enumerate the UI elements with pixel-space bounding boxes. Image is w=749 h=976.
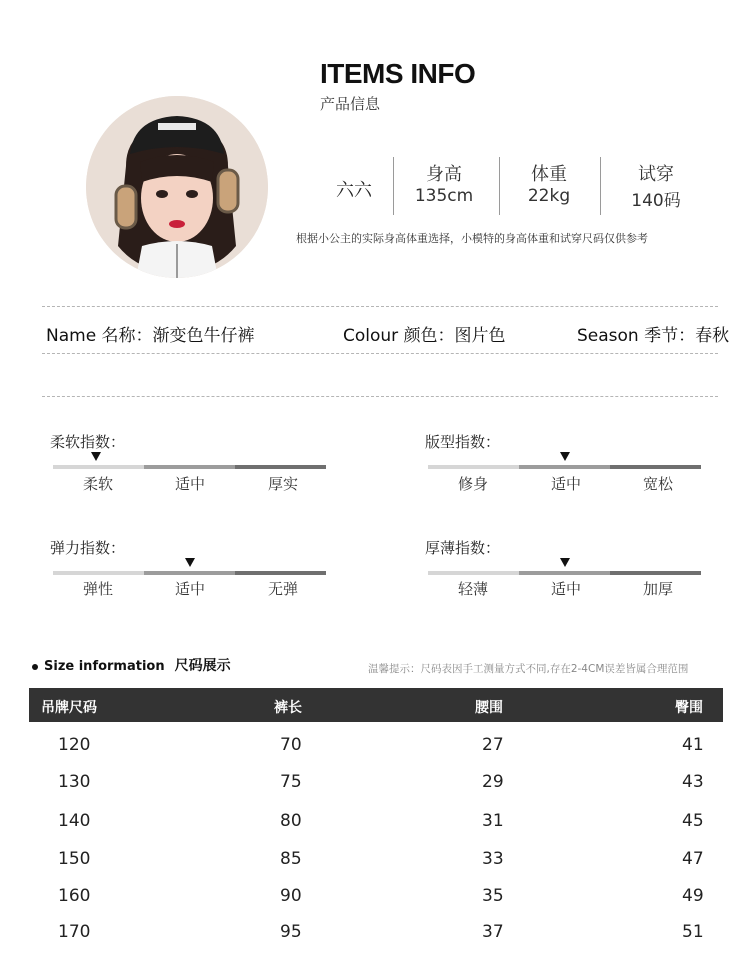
size-cell: 140 bbox=[58, 811, 91, 831]
scale-segment bbox=[235, 465, 326, 469]
length-cell: 85 bbox=[280, 849, 302, 869]
scale-segment bbox=[519, 465, 610, 469]
softness-label-medium: 适中 bbox=[174, 475, 205, 493]
model-name: 六六 bbox=[336, 180, 372, 201]
size-heading-cn: 尺码展示 bbox=[174, 658, 231, 674]
length-cell: 70 bbox=[280, 735, 302, 755]
page-subtitle: 产品信息 bbox=[320, 95, 381, 113]
size-cell: 130 bbox=[58, 772, 91, 792]
stat-weight-label: 体重 bbox=[531, 164, 567, 185]
size-cell: 120 bbox=[58, 735, 91, 755]
size-cell: 150 bbox=[58, 849, 91, 869]
scale-segment bbox=[519, 571, 610, 575]
product-name: Name 名称：渐变色牛仔裤 bbox=[46, 326, 255, 346]
size-cell: 160 bbox=[58, 886, 91, 906]
softness-indicator-icon bbox=[91, 452, 101, 461]
scale-segment bbox=[144, 465, 235, 469]
stat-fit-value: 140码 bbox=[631, 191, 681, 211]
column-header-hip: 臀围 bbox=[675, 700, 703, 716]
scale-segment bbox=[53, 465, 144, 469]
thickness-scale-bar bbox=[428, 571, 701, 575]
column-header-length: 裤长 bbox=[274, 700, 302, 716]
softness-scale-bar bbox=[53, 465, 326, 469]
elasticity-label-elastic: 弹性 bbox=[82, 580, 113, 598]
page-title: ITEMS INFO bbox=[320, 58, 476, 89]
scale-segment bbox=[610, 571, 701, 575]
size-cell: 170 bbox=[58, 922, 91, 942]
fit-label-loose: 宽松 bbox=[642, 475, 673, 493]
length-cell: 80 bbox=[280, 811, 302, 831]
scale-segment bbox=[53, 571, 144, 575]
waist-cell: 37 bbox=[482, 922, 504, 942]
length-cell: 90 bbox=[280, 886, 302, 906]
column-header-waist: 腰围 bbox=[475, 700, 503, 716]
hip-cell: 51 bbox=[682, 922, 704, 942]
hip-cell: 43 bbox=[682, 772, 704, 792]
model-note: 根据小公主的实际身高体重选择，小模特的身高体重和试穿尺码仅供参考 bbox=[296, 232, 648, 245]
waist-cell: 29 bbox=[482, 772, 504, 792]
size-table-header bbox=[29, 688, 723, 722]
scale-segment bbox=[144, 571, 235, 575]
stat-height-label: 身高 bbox=[426, 164, 462, 185]
thickness-indicator-icon bbox=[560, 558, 570, 567]
softness-index-title: 柔软指数： bbox=[50, 433, 126, 451]
length-cell: 75 bbox=[280, 772, 302, 792]
size-heading-en: Size information bbox=[44, 659, 165, 674]
size-tip: 温馨提示：尺码表因手工测量方式不同,存在2-4CM误差皆属合理范围 bbox=[368, 663, 689, 675]
dashed-divider bbox=[42, 353, 718, 354]
softness-label-thick: 厚实 bbox=[267, 475, 298, 493]
stat-divider bbox=[600, 157, 601, 215]
scale-segment bbox=[235, 571, 326, 575]
stat-fit-label: 试穿 bbox=[638, 164, 674, 185]
stat-weight-value: 22kg bbox=[527, 186, 571, 206]
hip-cell: 47 bbox=[682, 849, 704, 869]
model-photo-illustration bbox=[86, 96, 268, 278]
fit-label-slim: 修身 bbox=[457, 475, 488, 493]
fit-index-title: 版型指数： bbox=[425, 433, 501, 451]
dashed-divider bbox=[42, 396, 718, 397]
product-colour: Colour 颜色：图片色 bbox=[343, 326, 506, 346]
length-cell: 95 bbox=[280, 922, 302, 942]
thickness-label-thick: 加厚 bbox=[642, 580, 673, 598]
dashed-divider bbox=[42, 306, 718, 307]
scale-segment bbox=[610, 465, 701, 469]
softness-label-soft: 柔软 bbox=[82, 475, 113, 493]
hip-cell: 49 bbox=[682, 886, 704, 906]
hip-cell: 41 bbox=[682, 735, 704, 755]
waist-cell: 35 bbox=[482, 886, 504, 906]
thickness-label-thin: 轻薄 bbox=[457, 580, 488, 598]
bullet-icon bbox=[32, 664, 38, 670]
scale-segment bbox=[428, 571, 519, 575]
elasticity-indicator-icon bbox=[185, 558, 195, 567]
hip-cell: 45 bbox=[682, 811, 704, 831]
fit-label-medium: 适中 bbox=[550, 475, 581, 493]
waist-cell: 27 bbox=[482, 735, 504, 755]
size-section-heading bbox=[32, 655, 231, 675]
product-season: Season 季节：春秋 bbox=[577, 326, 730, 346]
elasticity-index-title: 弹力指数： bbox=[50, 539, 126, 557]
thickness-label-medium: 适中 bbox=[550, 580, 581, 598]
fit-indicator-icon bbox=[560, 452, 570, 461]
elasticity-label-none: 无弹 bbox=[267, 580, 298, 598]
scale-segment bbox=[428, 465, 519, 469]
elasticity-label-medium: 适中 bbox=[174, 580, 205, 598]
fit-scale-bar bbox=[428, 465, 701, 469]
thickness-index-title: 厚薄指数： bbox=[425, 539, 501, 557]
model-photo bbox=[86, 96, 268, 278]
waist-cell: 31 bbox=[482, 811, 504, 831]
stat-height-value: 135cm bbox=[414, 186, 474, 206]
waist-cell: 33 bbox=[482, 849, 504, 869]
column-header-size: 吊牌尺码 bbox=[41, 700, 97, 716]
elasticity-scale-bar bbox=[53, 571, 326, 575]
